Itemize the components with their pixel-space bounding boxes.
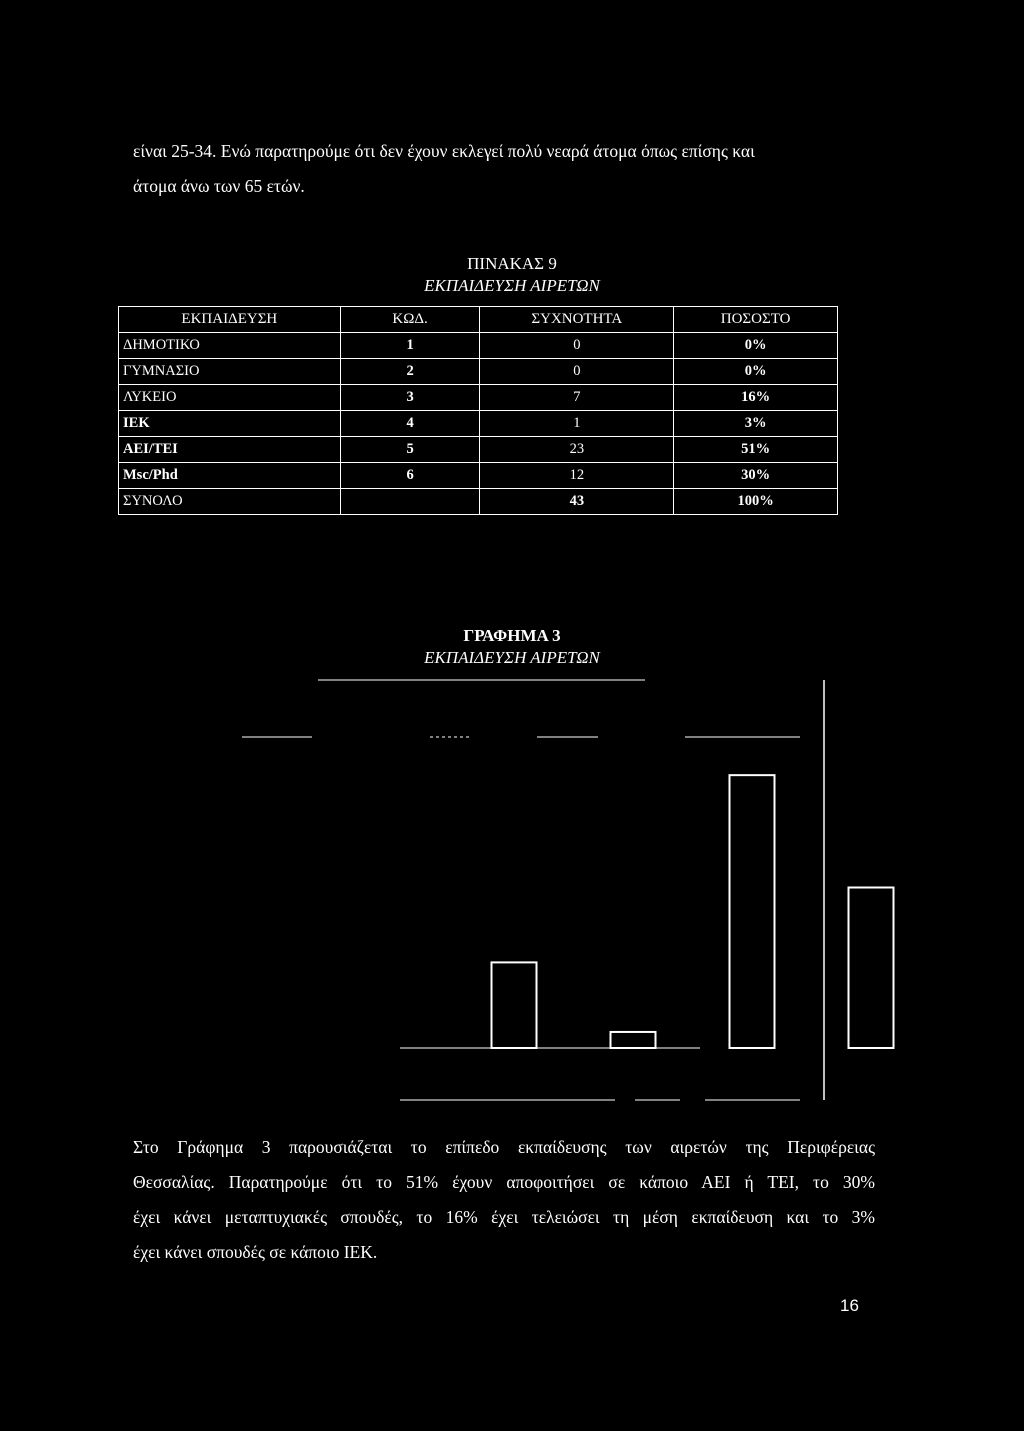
- header-percentage: ΠΟΣΟΣΤΟ: [674, 307, 838, 333]
- page-number: 16: [840, 1296, 859, 1315]
- cell-percentage: 51%: [674, 437, 838, 463]
- cell-frequency: 12: [480, 463, 674, 489]
- header-education: ΕΚΠΑΙΔΕΥΣΗ: [119, 307, 341, 333]
- intro-line-2: άτομα άνω των 65 ετών.: [133, 176, 305, 196]
- cell-education: ΑΕΙ/ΤΕΙ: [119, 437, 341, 463]
- bar-4: [611, 1032, 656, 1048]
- cell-percentage: 0%: [674, 359, 838, 385]
- cell-code: 4: [340, 411, 480, 437]
- cell-total-label: ΣΥΝΟΛΟ: [119, 489, 341, 515]
- chart-title: ΓΡΑΦΗΜΑ 3: [463, 626, 561, 645]
- cell-frequency: 0: [480, 333, 674, 359]
- body-line-4: έχει κάνει σπουδές σε κάποιο ΙΕΚ.: [133, 1242, 378, 1262]
- body-line-1: Στο Γράφημα 3 παρουσιάζεται το επίπεδο εκπαίδευσης των αιρετών της Περιφέρειας: [133, 1137, 875, 1157]
- intro-line-1: είναι 25-34. Ενώ παρατηρούμε ότι δεν έχουν εκλεγεί πολύ νεαρά άτομα όπως επίσης και: [133, 141, 755, 161]
- cell-total-percentage: 100%: [674, 489, 838, 515]
- cell-education: ΔΗΜΟΤΙΚΟ: [119, 333, 341, 359]
- cell-code: 1: [340, 333, 480, 359]
- chart-bars: [400, 775, 894, 1048]
- body-line-2: Θεσσαλίας. Παρατηρούμε ότι το 51% έχουν αποφοιτήσει σε κάποιο ΑΕΙ ή ΤΕΙ, το 30%: [133, 1172, 875, 1192]
- header-code: ΚΩΔ.: [340, 307, 480, 333]
- cell-education: ΓΥΜΝΑΣΙΟ: [119, 359, 341, 385]
- bar-5: [730, 775, 775, 1048]
- cell-education: ΛΥΚΕΙΟ: [119, 385, 341, 411]
- cell-code: 5: [340, 437, 480, 463]
- cell-frequency: 1: [480, 411, 674, 437]
- cell-frequency: 0: [480, 359, 674, 385]
- chart-frame: [242, 680, 824, 1100]
- cell-percentage: 16%: [674, 385, 838, 411]
- cell-percentage: 0%: [674, 333, 838, 359]
- cell-education: Msc/Phd: [119, 463, 341, 489]
- cell-total-frequency: 43: [480, 489, 674, 515]
- cell-code: 3: [340, 385, 480, 411]
- cell-frequency: 7: [480, 385, 674, 411]
- bar-6: [849, 888, 894, 1049]
- cell-education: ΙΕΚ: [119, 411, 341, 437]
- table-subtitle: ΕΚΠΑΙΔΕΥΣΗ ΑΙΡΕΤΩΝ: [424, 276, 600, 295]
- chart-subtitle: ΕΚΠΑΙΔΕΥΣΗ ΑΙΡΕΤΩΝ: [424, 648, 600, 667]
- cell-code: 6: [340, 463, 480, 489]
- cell-percentage: 3%: [674, 411, 838, 437]
- table-title: ΠΙΝΑΚΑΣ 9: [467, 254, 557, 273]
- cell-percentage: 30%: [674, 463, 838, 489]
- cell-frequency: 23: [480, 437, 674, 463]
- header-frequency: ΣΥΧΝΟΤΗΤΑ: [480, 307, 674, 333]
- bar-3: [492, 962, 537, 1048]
- cell-code: 2: [340, 359, 480, 385]
- body-paragraph: [133, 1130, 875, 1270]
- body-line-3: έχει κάνει μεταπτυχιακές σπουδές, το 16% έχει τελειώσει τη μέση εκπαίδευση και το 3%: [133, 1207, 875, 1227]
